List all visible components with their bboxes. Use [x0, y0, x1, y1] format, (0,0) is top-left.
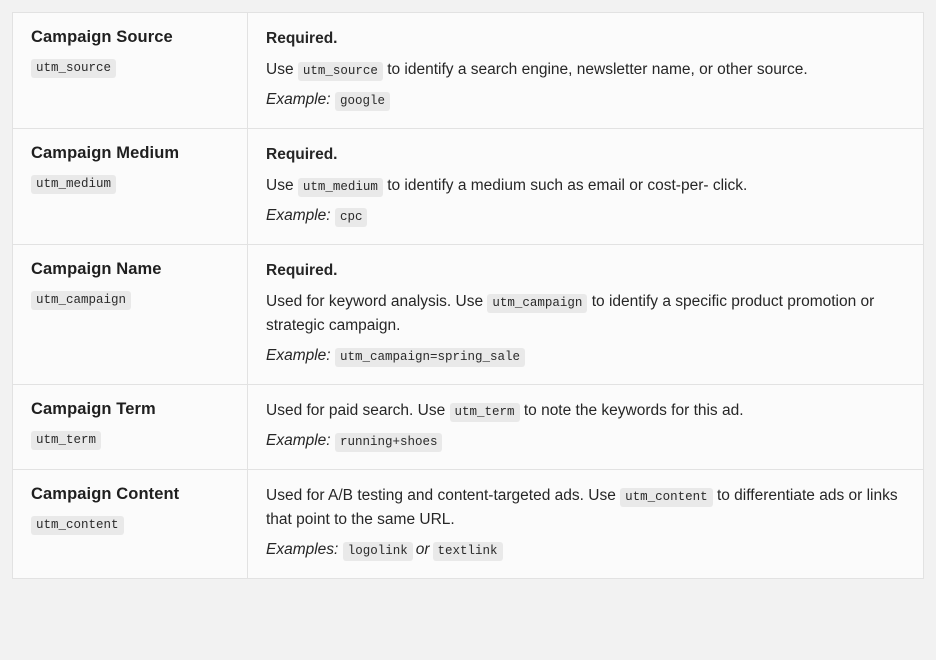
- parameter-cell: [13, 129, 248, 245]
- description-prefix: Used for keyword analysis. Use: [266, 293, 488, 311]
- example-line: [266, 344, 905, 368]
- parameter-code: utm_term: [31, 431, 101, 450]
- table-row: [13, 470, 924, 579]
- description-code: utm_content: [620, 488, 713, 507]
- required-label: Required.: [266, 30, 338, 47]
- example-value: cpc: [335, 208, 368, 227]
- parameter-code: utm_source: [31, 59, 116, 78]
- description-cell: [248, 129, 924, 245]
- example-value: logolink: [343, 542, 413, 561]
- description-suffix: to identify a search engine, newsletter name, or other source.: [382, 61, 808, 79]
- parameter-name: Campaign Term: [31, 400, 156, 419]
- table-row: [13, 129, 924, 245]
- description-cell: [248, 245, 924, 385]
- description-text: [266, 399, 905, 423]
- example-line: [266, 88, 905, 112]
- description-suffix: to differentiate ads or links that point to the same URL.: [266, 487, 898, 529]
- description-cell: [248, 385, 924, 470]
- description-prefix: Used for paid search. Use: [266, 402, 450, 420]
- example-value-secondary: textlink: [433, 542, 503, 561]
- utm-parameters-table: [12, 12, 924, 579]
- description-text: [266, 484, 905, 532]
- table-row: [13, 385, 924, 470]
- parameter-cell: [13, 245, 248, 385]
- example-label: Examples:: [266, 541, 339, 559]
- parameter-cell: [13, 470, 248, 579]
- description-suffix: to identify a specific product promotion or strategic campaign.: [266, 293, 875, 335]
- description-prefix: Use: [266, 61, 298, 79]
- parameter-cell: [13, 13, 248, 129]
- description-code: utm_source: [298, 62, 383, 81]
- parameter-code: utm_medium: [31, 175, 116, 194]
- description-code: utm_term: [450, 403, 520, 422]
- parameter-name: Campaign Name: [31, 260, 162, 279]
- example-line: [266, 204, 905, 228]
- parameter-cell: [13, 385, 248, 470]
- description-prefix: Used for A/B testing and content-targeted ads. Use: [266, 487, 621, 505]
- example-line: [266, 538, 905, 562]
- description-text: [266, 290, 905, 338]
- example-value: running+shoes: [335, 433, 443, 452]
- description-text: [266, 58, 905, 82]
- parameter-name: Campaign Source: [31, 28, 173, 46]
- example-value: utm_campaign=spring_sale: [335, 348, 525, 367]
- table-row: [13, 245, 924, 385]
- table-row: [13, 13, 924, 129]
- description-cell: [248, 13, 924, 129]
- description-code: utm_medium: [298, 178, 383, 197]
- example-label: Example:: [266, 347, 331, 365]
- parameter-name: Campaign Medium: [31, 144, 180, 163]
- description-suffix: to note the keywords for this ad.: [519, 402, 744, 420]
- parameter-name: Campaign Content: [31, 485, 180, 504]
- example-separator: or: [415, 541, 430, 559]
- parameter-code: utm_campaign: [31, 291, 131, 310]
- parameter-code: utm_content: [31, 516, 124, 535]
- description-prefix: Use: [266, 177, 298, 195]
- description-text: [266, 174, 905, 198]
- example-value: google: [335, 92, 390, 111]
- example-line: [266, 429, 905, 453]
- description-suffix: to identify a medium such as email or cost-per- click.: [382, 177, 748, 195]
- description-code: utm_campaign: [487, 294, 587, 313]
- description-cell: [248, 470, 924, 579]
- example-label: Example:: [266, 91, 331, 109]
- example-label: Example:: [266, 207, 331, 225]
- required-label: Required.: [266, 146, 338, 164]
- example-label: Example:: [266, 432, 331, 450]
- required-label: Required.: [266, 262, 338, 280]
